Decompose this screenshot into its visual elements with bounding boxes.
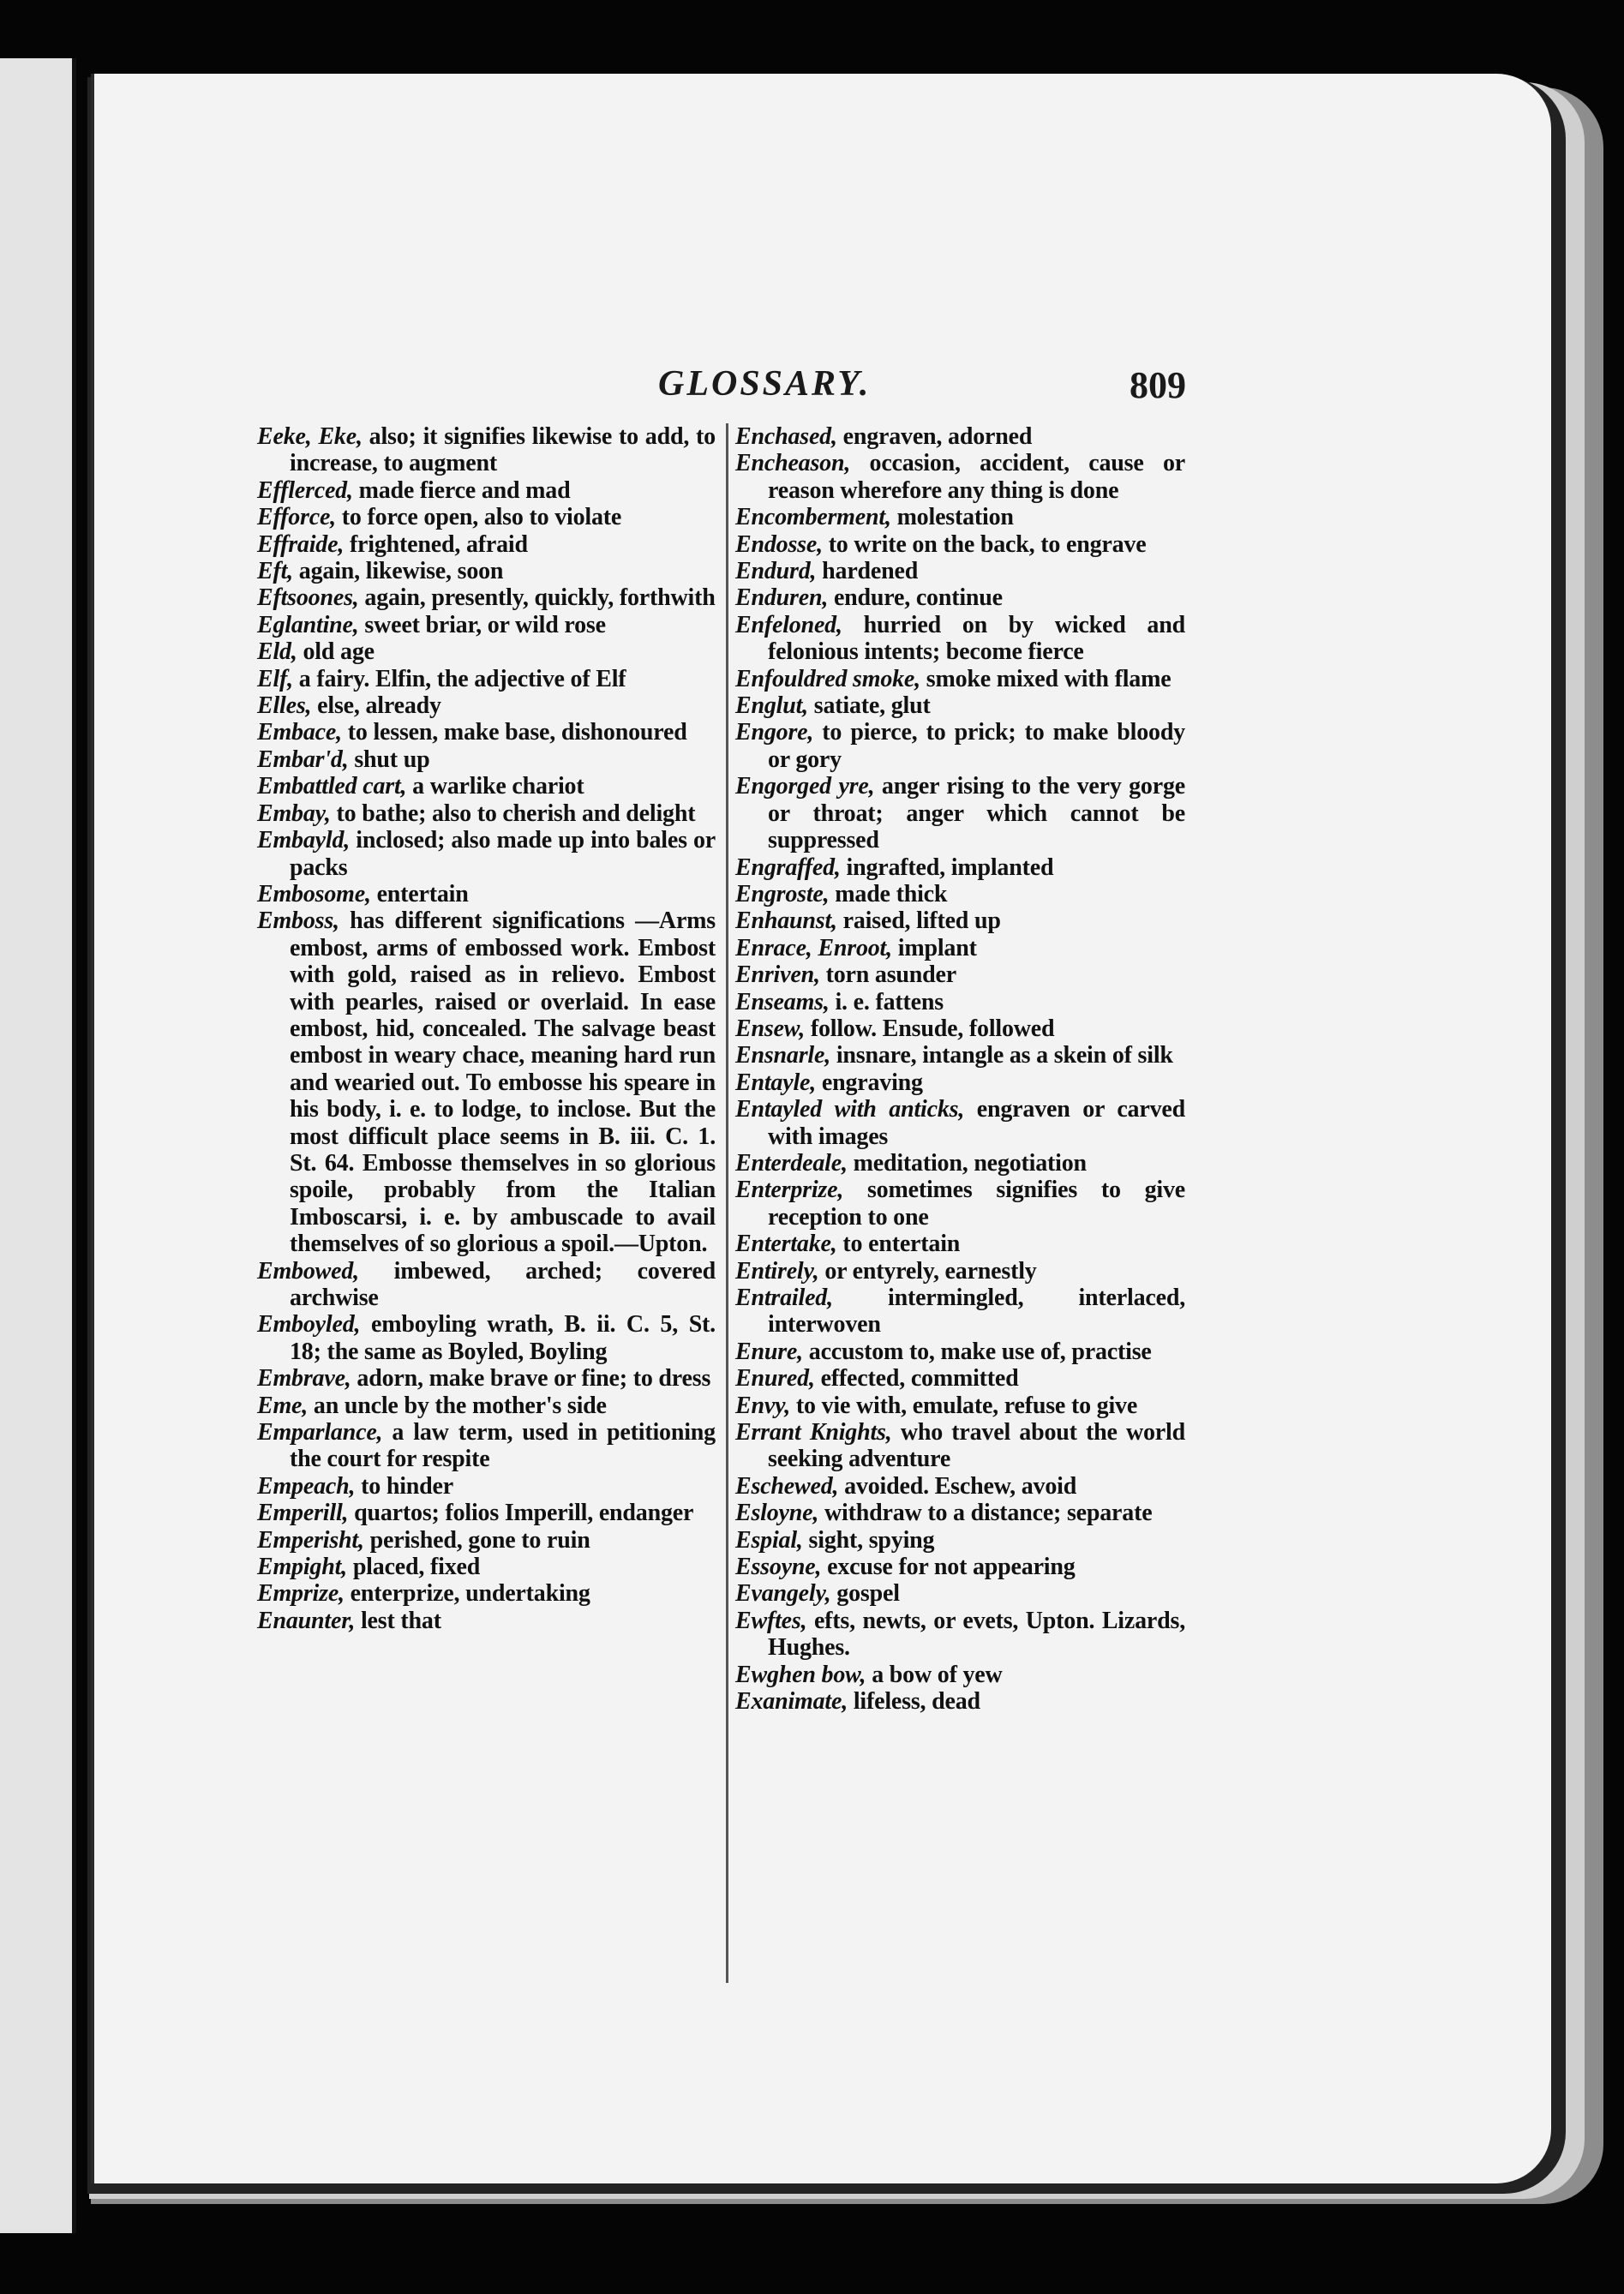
glossary-definition: endure, continue bbox=[833, 584, 1003, 612]
glossary-definition: anger rising to the very gorge or throat; anger which cannot be suppressed bbox=[768, 773, 1185, 854]
glossary-headword: Enterdeale, bbox=[735, 1149, 848, 1177]
glossary-headword: Engore, bbox=[735, 719, 814, 746]
glossary-definition: adorn, make brave or fine; to dress bbox=[357, 1365, 711, 1393]
glossary-entry bbox=[257, 423, 716, 477]
glossary-headword: Emperisht, bbox=[257, 1526, 364, 1554]
glossary-definition: a warlike chariot bbox=[412, 773, 584, 800]
glossary-entry bbox=[257, 1365, 716, 1392]
glossary-definition: inclosed; also made up into bales or packs bbox=[290, 827, 716, 881]
glossary-entry bbox=[735, 1419, 1185, 1473]
glossary-entry bbox=[735, 1608, 1185, 1662]
glossary-entry bbox=[735, 961, 1185, 988]
glossary-definition: avoided. Eschew, avoid bbox=[844, 1472, 1077, 1500]
glossary-headword: Enure, bbox=[735, 1338, 803, 1365]
glossary-definition: withdraw to a distance; separate bbox=[824, 1500, 1153, 1527]
glossary-entry bbox=[735, 423, 1185, 450]
glossary-headword: Embosome, bbox=[257, 880, 371, 907]
glossary-definition: to vie with, emulate, refuse to give bbox=[795, 1392, 1138, 1419]
glossary-headword: Eeke, Eke, bbox=[257, 423, 363, 450]
glossary-entry bbox=[257, 719, 716, 746]
glossary-entry bbox=[735, 881, 1185, 907]
glossary-entry bbox=[257, 1473, 716, 1500]
glossary-definition: smoke mixed with flame bbox=[926, 665, 1172, 692]
glossary-headword: Enhaunst, bbox=[735, 907, 837, 935]
glossary-definition: to force open, also to violate bbox=[341, 504, 622, 531]
glossary-definition: engraven or carved with images bbox=[768, 1096, 1185, 1150]
glossary-entry bbox=[735, 1258, 1185, 1285]
glossary-entry bbox=[735, 666, 1185, 692]
glossary-entry bbox=[257, 1554, 716, 1580]
glossary-definition: ingrafted, implanted bbox=[846, 854, 1054, 881]
glossary-entry bbox=[257, 1311, 716, 1365]
glossary-headword: Enured, bbox=[735, 1365, 815, 1393]
glossary-headword: Emprize, bbox=[257, 1580, 345, 1608]
glossary-definition: to lessen, make base, dishonoured bbox=[347, 719, 687, 746]
glossary-definition: to bathe; also to cherish and delight bbox=[336, 800, 696, 827]
glossary-entry bbox=[735, 719, 1185, 773]
glossary-definition: else, already bbox=[317, 692, 441, 720]
glossary-definition: entertain bbox=[376, 880, 469, 907]
glossary-entry bbox=[257, 531, 716, 558]
glossary-entry bbox=[735, 1231, 1185, 1257]
glossary-definition: hurried on by wicked and felonious intents; become fierce bbox=[768, 611, 1185, 666]
glossary-headword: Ensnarle, bbox=[735, 1042, 831, 1069]
glossary-definition: sight, spying bbox=[808, 1526, 935, 1554]
glossary-entry bbox=[735, 1365, 1185, 1392]
glossary-entry bbox=[735, 1096, 1185, 1150]
glossary-headword: Exanimate, bbox=[735, 1688, 848, 1716]
glossary-entry bbox=[257, 612, 716, 638]
left-page-edge bbox=[0, 58, 76, 2233]
glossary-column-right bbox=[735, 423, 1185, 1716]
glossary-entry bbox=[257, 1527, 716, 1554]
glossary-definition: a law term, used in petitioning the court for respite bbox=[290, 1419, 716, 1473]
page-number: 809 bbox=[1130, 364, 1186, 406]
glossary-entry bbox=[735, 450, 1185, 504]
glossary-definition: lest that bbox=[360, 1607, 441, 1634]
glossary-headword: Englut, bbox=[735, 692, 808, 720]
glossary-headword: Essoyne, bbox=[735, 1554, 822, 1581]
glossary-entry bbox=[735, 1069, 1185, 1096]
glossary-headword: Emparlance, bbox=[257, 1419, 383, 1446]
glossary-definition: has different significations —Arms embost, arms of embossed work. Embost with gold, raised as in relievo. Embost with pearles, raised or overlaid. In ease embost, hid, concealed. The salvage beast embost in weary chace, meaning hard run and wearied out. To embosse his speare in his body, i. e. to lodge, to inclose. But the most difficult place seems in B. iii. C. 1. St. 64. Embosse themselves in so glorious spoile, probably from the Italian Imboscarsi, i. e. by ambuscade to avail themselves of so glorious a spoil.—Upton. bbox=[290, 907, 716, 1258]
glossary-headword: Enseams, bbox=[735, 988, 830, 1015]
glossary-headword: Embattled cart, bbox=[257, 773, 407, 800]
glossary-definition: to hinder bbox=[361, 1472, 453, 1500]
glossary-entry bbox=[735, 1177, 1185, 1231]
glossary-entry bbox=[257, 827, 716, 881]
glossary-definition: intermingled, interlaced, interwoven bbox=[768, 1285, 1185, 1339]
glossary-entry bbox=[735, 612, 1185, 666]
glossary-headword: Engraffed, bbox=[735, 854, 841, 881]
glossary-definition: gospel bbox=[836, 1580, 900, 1608]
glossary-headword: Efforce, bbox=[257, 504, 336, 531]
glossary-entry bbox=[257, 504, 716, 530]
glossary-definition: implant bbox=[897, 934, 977, 961]
glossary-headword: Enfouldred smoke, bbox=[735, 665, 920, 692]
glossary-entry bbox=[257, 881, 716, 907]
glossary-entry bbox=[735, 531, 1185, 558]
glossary-definition: emboyling wrath, B. ii. C. 5, St. 18; the same as Boyled, Boyling bbox=[290, 1311, 716, 1365]
glossary-definition: made fierce and mad bbox=[358, 476, 571, 504]
glossary-headword: Embace, bbox=[257, 719, 342, 746]
glossary-headword: Ewghen bow, bbox=[735, 1661, 866, 1688]
glossary-entry bbox=[735, 773, 1185, 854]
glossary-headword: Enduren, bbox=[735, 584, 829, 612]
glossary-entry bbox=[735, 989, 1185, 1015]
running-header: GLOSSARY. bbox=[658, 364, 872, 404]
glossary-entry bbox=[257, 638, 716, 665]
glossary-definition: a bow of yew bbox=[872, 1661, 1003, 1688]
glossary-entry bbox=[735, 854, 1185, 881]
glossary-entry bbox=[735, 1042, 1185, 1069]
glossary-definition: quartos; folios Imperill, endanger bbox=[354, 1500, 694, 1527]
glossary-definition: or entyrely, earnestly bbox=[824, 1257, 1037, 1285]
glossary-headword: Errant Knights, bbox=[735, 1419, 892, 1446]
glossary-headword: Enrace, Enroot, bbox=[735, 934, 892, 961]
glossary-definition: old age bbox=[303, 638, 375, 666]
glossary-entry bbox=[735, 1150, 1185, 1177]
glossary-entry bbox=[257, 907, 716, 1257]
glossary-headword: Empeach, bbox=[257, 1472, 356, 1500]
glossary-headword: Ewftes, bbox=[735, 1607, 807, 1634]
glossary-entry bbox=[257, 800, 716, 827]
glossary-entry bbox=[257, 1500, 716, 1526]
glossary-headword: Eld, bbox=[257, 638, 297, 666]
glossary-headword: Entayle, bbox=[735, 1069, 817, 1096]
glossary-definition: a fairy. Elfin, the adjective of Elf bbox=[298, 665, 626, 692]
glossary-entry bbox=[257, 1608, 716, 1634]
glossary-headword: Encomberment, bbox=[735, 504, 891, 531]
glossary-entry bbox=[735, 1500, 1185, 1526]
glossary-entry bbox=[735, 504, 1185, 530]
glossary-headword: Embar'd, bbox=[257, 746, 349, 773]
glossary-definition: frightened, afraid bbox=[349, 530, 528, 558]
glossary-headword: Enriven, bbox=[735, 961, 820, 989]
glossary-entry bbox=[735, 1473, 1185, 1500]
glossary-entry bbox=[257, 1419, 716, 1473]
glossary-definition: sweet briar, or wild rose bbox=[364, 611, 606, 638]
glossary-definition: to write on the back, to engrave bbox=[828, 530, 1147, 558]
glossary-definition: engraven, adorned bbox=[842, 423, 1033, 450]
glossary-definition: again, presently, quickly, forthwith bbox=[364, 584, 716, 612]
glossary-headword: Embay, bbox=[257, 800, 331, 827]
glossary-entry bbox=[735, 558, 1185, 584]
glossary-headword: Emperill, bbox=[257, 1500, 349, 1527]
glossary-headword: Endurd, bbox=[735, 558, 817, 585]
glossary-entry bbox=[735, 1662, 1185, 1688]
glossary-headword: Enfeloned, bbox=[735, 611, 842, 638]
glossary-definition: meditation, negotiation bbox=[853, 1149, 1087, 1177]
glossary-definition: enterprize, undertaking bbox=[350, 1580, 590, 1608]
column-divider bbox=[726, 423, 728, 1983]
glossary-entry bbox=[735, 935, 1185, 961]
glossary-headword: Enterprize, bbox=[735, 1177, 844, 1204]
glossary-definition: again, likewise, soon bbox=[298, 558, 504, 585]
glossary-column-left bbox=[257, 423, 716, 1634]
glossary-headword: Eglantine, bbox=[257, 611, 359, 638]
glossary-definition: perished, gone to ruin bbox=[369, 1526, 590, 1554]
glossary-headword: Embowed, bbox=[257, 1257, 359, 1285]
glossary-definition: satiate, glut bbox=[813, 692, 931, 720]
glossary-entry bbox=[257, 477, 716, 504]
glossary-entry bbox=[735, 1339, 1185, 1365]
glossary-definition: effected, committed bbox=[820, 1365, 1019, 1393]
glossary-entry bbox=[257, 558, 716, 584]
glossary-entry bbox=[735, 1015, 1185, 1042]
glossary-entry bbox=[257, 1393, 716, 1419]
glossary-entry bbox=[735, 907, 1185, 934]
glossary-headword: Empight, bbox=[257, 1554, 347, 1581]
glossary-definition: efts, newts, or evets, Upton. Lizards, Hughes. bbox=[768, 1607, 1185, 1662]
glossary-entry bbox=[735, 1688, 1185, 1715]
glossary-headword: Effraide, bbox=[257, 530, 345, 558]
glossary-headword: Ensew, bbox=[735, 1015, 806, 1042]
glossary-entry bbox=[257, 692, 716, 719]
glossary-entry bbox=[735, 1580, 1185, 1607]
glossary-headword: Evangely, bbox=[735, 1580, 831, 1608]
glossary-definition: who travel about the world seeking adventure bbox=[768, 1419, 1185, 1473]
glossary-headword: Entrailed, bbox=[735, 1285, 833, 1311]
glossary-headword: Encheason, bbox=[735, 450, 851, 477]
glossary-definition: imbewed, arched; covered archwise bbox=[290, 1257, 716, 1311]
glossary-headword: Embayld, bbox=[257, 827, 351, 854]
glossary-headword: Entirely, bbox=[735, 1257, 819, 1285]
glossary-entry bbox=[257, 746, 716, 773]
glossary-definition: engraving bbox=[821, 1069, 923, 1096]
glossary-headword: Eschewed, bbox=[735, 1472, 839, 1500]
glossary-entry bbox=[257, 1258, 716, 1312]
glossary-definition: raised, lifted up bbox=[842, 907, 1001, 935]
glossary-headword: Eft, bbox=[257, 558, 293, 585]
glossary-headword: Eftsoones, bbox=[257, 584, 359, 612]
glossary-definition: sometimes signifies to give reception to one bbox=[768, 1177, 1185, 1231]
glossary-entry bbox=[257, 773, 716, 800]
glossary-definition: follow. Ensude, followed bbox=[810, 1015, 1055, 1042]
glossary-headword: Enchased, bbox=[735, 423, 837, 450]
glossary-entry bbox=[257, 584, 716, 611]
glossary-headword: Elf, bbox=[257, 665, 293, 692]
glossary-entry bbox=[257, 666, 716, 692]
glossary-headword: Emboss, bbox=[257, 907, 339, 935]
glossary-definition: accustom to, make use of, practise bbox=[808, 1338, 1152, 1365]
glossary-definition: an uncle by the mother's side bbox=[313, 1392, 607, 1419]
glossary-entry bbox=[735, 1554, 1185, 1580]
glossary-definition: excuse for not appearing bbox=[827, 1554, 1076, 1581]
glossary-headword: Entayled with anticks, bbox=[735, 1096, 965, 1123]
glossary-entry bbox=[735, 1285, 1185, 1339]
glossary-definition: torn asunder bbox=[825, 961, 956, 989]
glossary-headword: Engorged yre, bbox=[735, 773, 875, 800]
glossary-headword: Engroste, bbox=[735, 880, 830, 907]
glossary-definition: to entertain bbox=[842, 1231, 961, 1258]
glossary-entry bbox=[257, 1580, 716, 1607]
glossary-headword: Enaunter, bbox=[257, 1607, 356, 1634]
glossary-definition: molestation bbox=[896, 504, 1014, 531]
glossary-definition: placed, fixed bbox=[352, 1554, 481, 1581]
glossary-definition: lifeless, dead bbox=[853, 1688, 980, 1716]
glossary-definition: occasion, accident, cause or reason wherefore any thing is done bbox=[768, 450, 1185, 504]
glossary-definition: insnare, intangle as a skein of silk bbox=[836, 1042, 1173, 1069]
glossary-definition: shut up bbox=[354, 746, 430, 773]
glossary-entry bbox=[735, 1527, 1185, 1554]
glossary-definition: also; it signifies likewise to add, to increase, to augment bbox=[290, 423, 716, 477]
glossary-headword: Espial, bbox=[735, 1526, 803, 1554]
glossary-entry bbox=[735, 692, 1185, 719]
glossary-headword: Elles, bbox=[257, 692, 312, 720]
glossary-headword: Emboyled, bbox=[257, 1311, 361, 1339]
glossary-entry bbox=[735, 584, 1185, 611]
glossary-headword: Efflerced, bbox=[257, 476, 353, 504]
glossary-entry bbox=[735, 1393, 1185, 1419]
glossary-definition: to pierce, to prick; to make bloody or gory bbox=[768, 719, 1185, 773]
glossary-headword: Entertake, bbox=[735, 1231, 837, 1258]
glossary-headword: Embrave, bbox=[257, 1365, 351, 1393]
glossary-definition: hardened bbox=[822, 558, 919, 585]
glossary-headword: Esloyne, bbox=[735, 1500, 819, 1527]
glossary-definition: i. e. fattens bbox=[835, 988, 944, 1015]
glossary-definition: made thick bbox=[835, 880, 948, 907]
glossary-headword: Eme, bbox=[257, 1392, 309, 1419]
glossary-headword: Endosse, bbox=[735, 530, 823, 558]
glossary-headword: Envy, bbox=[735, 1392, 791, 1419]
